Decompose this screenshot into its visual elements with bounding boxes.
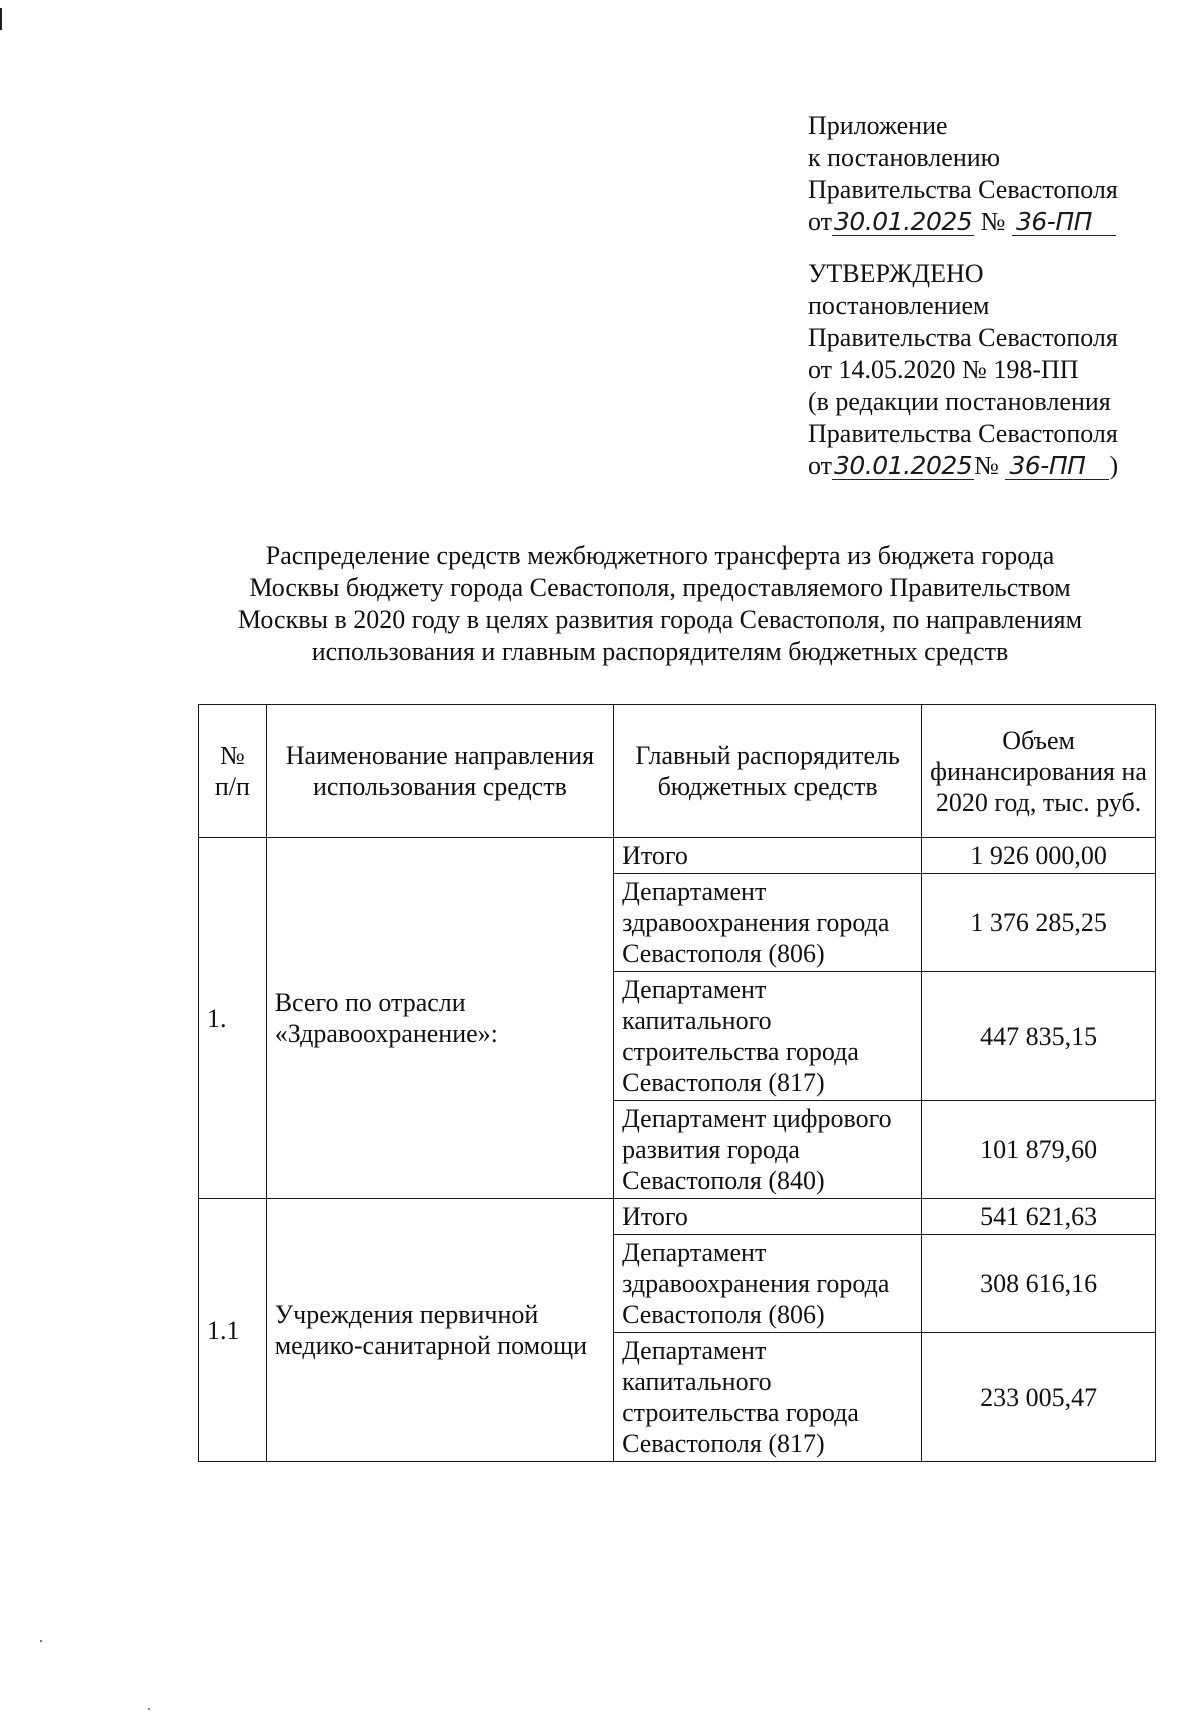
- allocation-table: [198, 704, 1156, 1462]
- approved-heading: УТВЕРЖДЕНО: [808, 259, 984, 288]
- scan-speck: [40, 1640, 42, 1642]
- title-line: Москвы бюджету города Севастополя, предоставляемого Правительством: [249, 573, 1071, 602]
- approved-line: (в редакции постановления: [808, 387, 1111, 416]
- row-admin: Итого: [614, 838, 922, 874]
- appendix-line: Правительства Севастополя: [808, 175, 1118, 204]
- approved-line: постановлением: [808, 291, 990, 320]
- title-line: Москвы в 2020 году в целях развития города Севастополя, по направлениям: [237, 605, 1083, 634]
- row-admin: Департамент цифрового развития города Севастополя (840): [614, 1101, 922, 1199]
- row-volume: 101 879,60: [922, 1101, 1156, 1199]
- header-volume: Объем финансирования на 2020 год, тыс. руб.: [922, 705, 1156, 838]
- from-prefix: от: [808, 207, 833, 236]
- scan-margin-mark: [0, 8, 2, 30]
- table-header-row: [199, 705, 1156, 838]
- row-num: 1.: [199, 838, 267, 1199]
- closing-paren: ): [1109, 451, 1119, 480]
- approved-line: от 14.05.2020 № 198-ПП: [808, 355, 1079, 384]
- table-row: [199, 1199, 1156, 1235]
- row-num: 1.1: [199, 1199, 267, 1462]
- handwritten-number: 36-ПП: [1005, 453, 1109, 480]
- approved-line: Правительства Севастополя: [808, 419, 1118, 448]
- row-name: Всего по отрасли «Здравоохранение»:: [266, 838, 613, 1199]
- row-admin: Департамент капитального строительства города Севастополя (817): [614, 1333, 922, 1462]
- handwritten-date: 30.01.2025: [834, 207, 973, 236]
- appendix-block: [808, 110, 1188, 482]
- handwritten-date: 30.01.2025: [834, 451, 973, 480]
- from-prefix: от: [808, 451, 833, 480]
- approved-line: Правительства Севастополя: [808, 323, 1118, 352]
- row-volume: 308 616,16: [922, 1235, 1156, 1333]
- row-volume: 447 835,15: [922, 972, 1156, 1101]
- row-volume: 1 926 000,00: [922, 838, 1156, 874]
- row-admin: Департамент здравоохранения города Севастополя (806): [614, 1235, 922, 1333]
- title-line: использования и главным распорядителям бюджетных средств: [311, 637, 1009, 666]
- table-row: [199, 838, 1156, 874]
- row-volume: 541 621,63: [922, 1199, 1156, 1235]
- handwritten-number: 36-ПП: [1012, 209, 1116, 236]
- header-admin: Главный распорядитель бюджетных средств: [614, 705, 922, 838]
- row-name: Учреждения первичной медико-санитарной помощи: [266, 1199, 613, 1462]
- header-num: № п/п: [199, 705, 267, 838]
- appendix-line: к постановлению: [808, 143, 1001, 172]
- title-line: Распределение средств межбюджетного трансферта из бюджета города: [265, 541, 1055, 570]
- number-sign: №: [980, 207, 1006, 236]
- number-sign: №: [974, 451, 999, 480]
- header-name: Наименование направления использования средств: [266, 705, 613, 838]
- row-admin: Департамент здравоохранения города Севастополя (806): [614, 874, 922, 972]
- document-title: [180, 540, 1140, 668]
- approved-date-line: [808, 450, 1188, 482]
- row-admin: Департамент капитального строительства города Севастополя (817): [614, 972, 922, 1101]
- row-volume: 233 005,47: [922, 1333, 1156, 1462]
- appendix-date-line: [808, 206, 1188, 238]
- scan-speck: [148, 1708, 150, 1710]
- row-volume: 1 376 285,25: [922, 874, 1156, 972]
- row-admin: Итого: [614, 1199, 922, 1235]
- appendix-line: Приложение: [808, 111, 948, 140]
